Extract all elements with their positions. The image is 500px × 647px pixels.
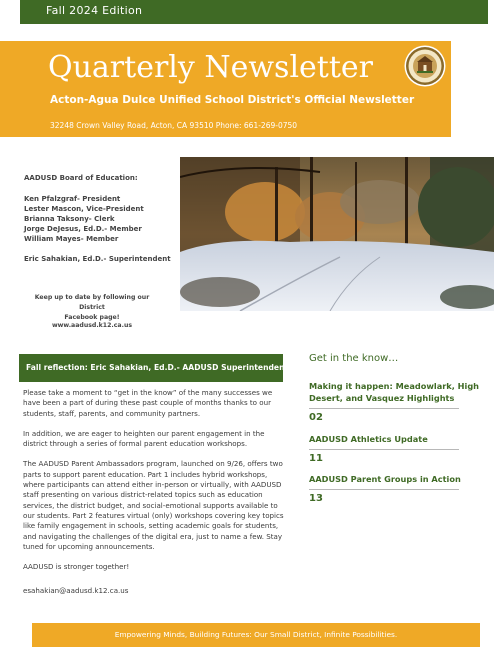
facebook-note xyxy=(22,293,162,323)
toc-divider xyxy=(309,408,459,409)
sidebar-heading: Get in the know… xyxy=(309,353,399,364)
facebook-note-line: Facebook page! xyxy=(64,314,120,321)
toc-page-number: 13 xyxy=(309,493,323,504)
board-member: Ken Pfalzgraf- President xyxy=(24,195,121,203)
article-paragraph: In addition, we are eager to heighten our parent engagement in the district through a series of formal parent education workshops. xyxy=(23,428,265,449)
toc-page-number: 02 xyxy=(309,412,323,423)
toc-item-label: Making it happen: Meadowlark, High Desert, and Vasquez Highlights xyxy=(309,381,480,403)
toc-divider xyxy=(309,449,459,450)
district-website-link[interactable]: www.aadusd.k12.ca.us xyxy=(51,322,133,329)
masthead-banner xyxy=(0,41,451,137)
toc-page-number: 11 xyxy=(309,453,323,464)
newsletter-title: Quarterly Newsletter xyxy=(48,50,374,85)
article-paragraph: The AADUSD Parent Ambassadors program, launched on 9/26, offers two parts to support parent education. Part 1 includes hybrid workshops, where participants can attend either in-person or virtually, with AADUSD staff presenting on various district-related topics such as education services, the district budget, and social-emotional supports available to our students. Part 2 features virtual (only) workshops covering key topics like family engagement in schools, setting academic goals for students, and navigating the challenges of the digital era, just to name a few. Stay tuned for upcoming announcements. xyxy=(23,459,284,551)
reflection-heading: Fall reflection: Eric Sahakian, Ed.D.- AADUSD Superintendent xyxy=(26,363,289,372)
toc-item-label: AADUSD Athletics Update xyxy=(309,434,428,444)
facebook-note-line: Keep up to date by following our District xyxy=(34,294,150,311)
reflection-article xyxy=(23,388,285,607)
footer-bar xyxy=(32,623,480,647)
board-member: Jorge DeJesus, Ed.D.- Member xyxy=(24,225,142,233)
article-paragraph: AADUSD is stronger together! xyxy=(23,562,130,572)
toc-item-label: AADUSD Parent Groups in Action xyxy=(309,474,461,484)
newsletter-subtitle: Acton-Agua Dulce Unified School District's Official Newsletter xyxy=(50,94,415,106)
board-member: Lester Mascon, Vice-President xyxy=(24,205,144,213)
article-paragraph: Please take a moment to “get in the know” of the many successes we have been a part of during these past couple of months thanks to our students, staff, parents, and community partners. xyxy=(23,388,273,418)
toc-divider xyxy=(309,489,459,490)
superintendent-email-link[interactable]: esahakian@aadusd.k12.ca.us xyxy=(23,586,129,596)
toc-item-athletics[interactable] xyxy=(309,433,489,464)
toc-item-parent-groups[interactable] xyxy=(309,473,489,504)
district-seal-logo xyxy=(404,45,446,87)
board-heading: AADUSD Board of Education: xyxy=(24,174,138,182)
board-member: William Mayes- Member xyxy=(24,235,119,243)
edition-bar xyxy=(20,0,488,24)
toc-item-highlights[interactable] xyxy=(309,380,489,423)
district-address: 32248 Crown Valley Road, Acton, CA 93510 Phone: 661-269-0750 xyxy=(50,121,298,130)
snowy-forest-photo xyxy=(180,157,494,311)
board-member: Brianna Taksony- Clerk xyxy=(24,215,115,223)
footer-tagline: Empowering Minds, Building Futures: Our Small District, Infinite Possibilities. xyxy=(114,630,398,639)
board-of-education xyxy=(24,173,184,264)
reflection-heading-bar xyxy=(19,354,289,382)
edition-label: Fall 2024 Edition xyxy=(46,4,143,17)
superintendent: Eric Sahakian, Ed.D.- Superintendent xyxy=(24,255,171,263)
